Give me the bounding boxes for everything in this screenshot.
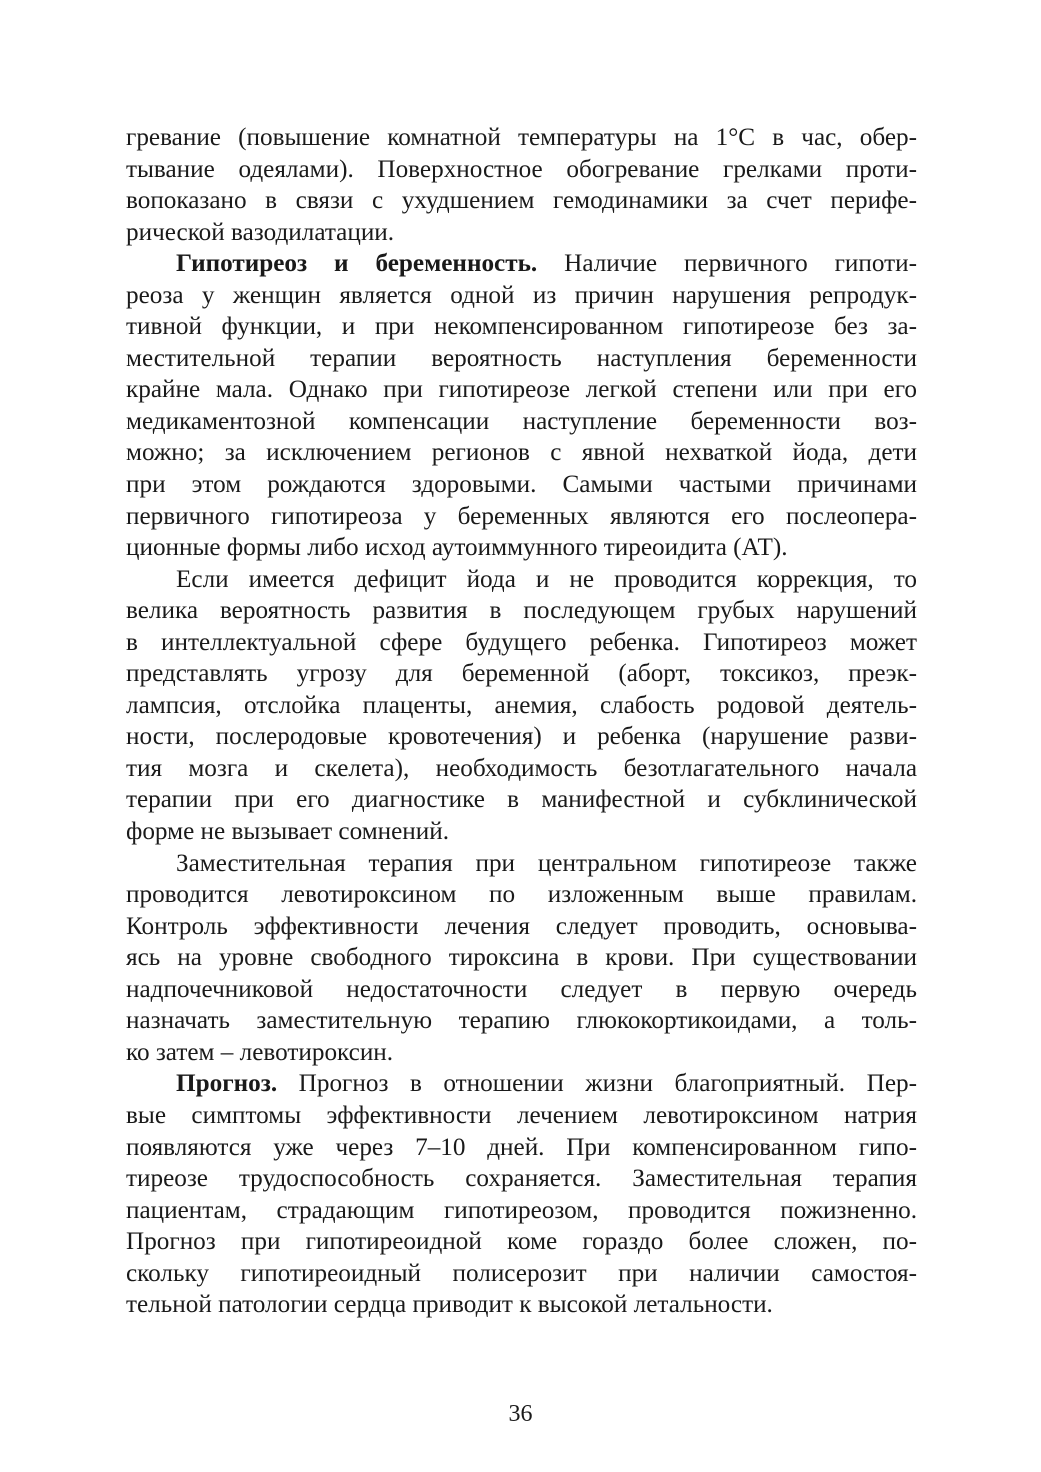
paragraph: [126, 1068, 917, 1320]
text-segment: пациентам, страдающим гипотиреозом, проводится пожизненно.: [126, 1196, 917, 1224]
text-segment: вые симптомы эффективности лечением левотироксином натрия: [126, 1101, 917, 1129]
text-segment: Прогноз в отношении жизни благоприятный. Пер-: [277, 1070, 917, 1098]
text-segment: можно; за исключением регионов с явной нехваткой йода, дети: [126, 439, 917, 467]
text-segment: тия мозга и скелета), необходимость безотлагательного начала: [126, 754, 917, 782]
text-line: [126, 1258, 917, 1290]
text-line: [126, 816, 917, 848]
page-body: [126, 122, 917, 1321]
text-segment: Контроль эффективности лечения следует проводить, основыва-: [126, 912, 917, 940]
text-line: [126, 1226, 917, 1258]
text-line: [126, 343, 917, 375]
section-heading: Гипотиреоз и беременность.: [176, 250, 538, 278]
text-segment: Прогноз при гипотиреоидной коме гораздо более сложен, по-: [126, 1228, 917, 1256]
text-line: [126, 627, 917, 659]
text-line: [126, 1037, 917, 1069]
text-segment: тивной функции, и при некомпенсированном гипотиреозе без за-: [126, 313, 917, 341]
text-line: [126, 942, 917, 974]
text-segment: первичного гипотиреоза у беременных являются его послеопера-: [126, 502, 917, 530]
text-segment: назначать заместительную терапию глюкокортикоидами, а толь-: [126, 1007, 917, 1035]
text-segment: Наличие первичного гипоти-: [537, 250, 917, 278]
text-line: [126, 848, 917, 880]
text-line: [126, 974, 917, 1006]
text-line: [126, 911, 917, 943]
text-line: [126, 690, 917, 722]
text-segment: тиреозе трудоспособность сохраняется. Заместительная терапия: [126, 1165, 917, 1193]
text-segment: представлять угрозу для беременной (аборт, токсикоз, преэк-: [126, 660, 917, 688]
text-line: [126, 469, 917, 501]
text-line: [126, 280, 917, 312]
text-line: [126, 564, 917, 596]
text-line: [126, 658, 917, 690]
text-line: [126, 1289, 917, 1321]
text-line: [126, 784, 917, 816]
text-segment: Заместительная терапия при центральном гипотиреозе также: [176, 849, 917, 877]
text-segment: крайне мала. Однако при гипотиреозе легкой степени или при его: [126, 376, 917, 404]
text-line: [126, 753, 917, 785]
text-segment: велика вероятность развития в последующем грубых нарушений: [126, 597, 917, 625]
text-line: [126, 595, 917, 627]
text-segment: при этом рождаются здоровыми. Самыми частыми причинами: [126, 471, 917, 499]
text-segment: появляются уже через 7–10 дней. При компенсированном гипо-: [126, 1133, 917, 1161]
paragraph: [126, 248, 917, 563]
text-line: [126, 1005, 917, 1037]
text-line: [126, 122, 917, 154]
text-segment: тельной патологии сердца приводит к высокой летальности.: [126, 1291, 773, 1319]
text-segment: ности, послеродовые кровотечения) и ребенка (нарушение разви-: [126, 723, 917, 751]
text-line: [126, 721, 917, 753]
text-line: [126, 154, 917, 186]
text-segment: ко затем – левотироксин.: [126, 1038, 394, 1066]
text-segment: местительной терапии вероятность наступления беременности: [126, 344, 917, 372]
text-segment: гревание (повышение комнатной температуры на 1°С в час, обер-: [126, 124, 917, 151]
text-segment: форме не вызывает сомнений.: [126, 818, 450, 846]
text-line: [126, 406, 917, 438]
text-segment: ционные формы либо исход аутоиммунного тиреоидита (АТ).: [126, 534, 788, 562]
text-segment: рической вазодилатации.: [126, 218, 395, 246]
text-segment: скольку гипотиреоидный полисерозит при наличии самостоя-: [126, 1259, 917, 1287]
paragraph: [126, 564, 917, 848]
text-segment: в интеллектуальной сфере будущего ребенка. Гипотиреоз может: [126, 628, 917, 656]
text-line: [126, 879, 917, 911]
text-segment: проводится левотироксином по изложенным выше правилам.: [126, 881, 917, 909]
text-segment: медикаментозной компенсации наступление беременности воз-: [126, 407, 917, 435]
text-line: [126, 311, 917, 343]
text-line: [126, 1195, 917, 1227]
text-segment: терапии при его диагностике в манифестной и субклинической: [126, 786, 917, 814]
text-line: [126, 501, 917, 533]
text-line: [126, 1132, 917, 1164]
text-line: [126, 248, 917, 280]
text-line: [126, 374, 917, 406]
text-segment: надпочечниковой недостаточности следует в первую очередь: [126, 975, 917, 1003]
section-heading: Прогноз.: [176, 1070, 278, 1098]
paragraph: [126, 848, 917, 1069]
text-segment: реоза у женщин является одной из причин нарушения репродук-: [126, 281, 917, 309]
page-number: 36: [508, 1401, 533, 1427]
text-line: [126, 437, 917, 469]
text-line: [126, 185, 917, 217]
paragraph: [126, 122, 917, 248]
text-line: [126, 1068, 917, 1100]
text-line: [126, 1100, 917, 1132]
text-segment: тывание одеялами). Поверхностное обогревание грелками проти-: [126, 155, 917, 183]
text-segment: ясь на уровне свободного тироксина в крови. При существовании: [126, 944, 917, 972]
text-line: [126, 1163, 917, 1195]
text-segment: лампсия, отслойка плаценты, анемия, слабость родовой деятель-: [126, 691, 917, 719]
text-line: [126, 532, 917, 564]
text-segment: Если имеется дефицит йода и не проводится коррекция, то: [176, 565, 917, 593]
text-line: [126, 217, 917, 249]
text-segment: вопоказано в связи с ухудшением гемодинамики за счет перифе-: [126, 187, 917, 215]
